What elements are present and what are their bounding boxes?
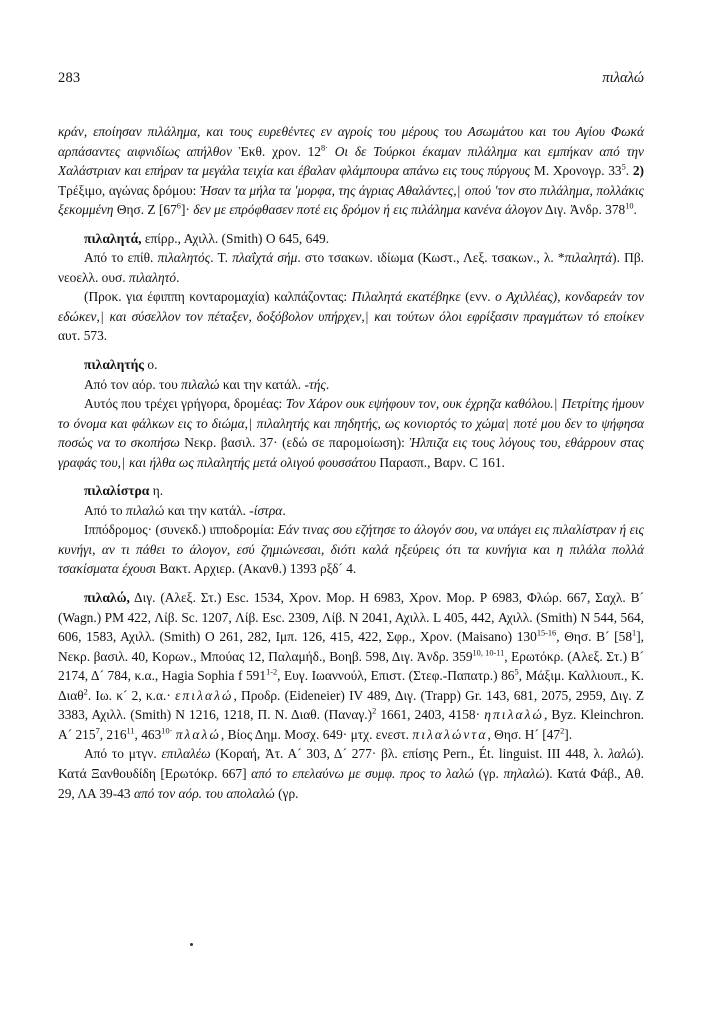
paragraph: πιλαλώ, Διγ. (Αλεξ. Στ.) Esc. 1534, Χρον. Μορ. Η 6983, Χρον. Μορ. Ρ 6983, Φλώρ. 667, Σαχλ. Β´ (Wagn.) PM 422, Λίβ. Sc. 1207, Λίβ. Esc. 2309, Λίβ. Ν 2041, Αχιλλ. L 405, 442, Αχιλλ. (Smith) Ν 544, 564, 606, 1583, Αχιλλ. (Smith) Ο 261, 282, Ιμπ. 126, 415, 422, Σφρ., Χρον. (Maisano) 130$^{15-16}$, Θησ. Β´ $[58^1]$, Νεκρ. βασιλ. 40, Κορων., Μπούας 12, Παλαμήδ., Βοηβ. 598, Διγ. Ἀνδρ. 359$^{10, 10-11}$, Ερωτόκρ. (Αλεξ. Στ.) Β´ 2174, Δ´ 784, κ.α., Hagia Sophia f 591$^{1-2}$, Ευγ. Ιωαννούλ, Επιστ. (Στεφ.-Παπατρ.) $86^5$, Μάξιμ. Καλλιουπ., Κ. Διαθ$^2$. Ιω. κ´ 2, κ.α.· επιλαλώ, Προδρ. (Eideneier) IV 489, Διγ. (Trapp) Gr. 143, 681, 2075, 2959, Διγ. Ζ 3383, Αχιλλ. (Smith) Ν 1216, 1218, Π. Ν. Διαθ. $(\Pi\alpha\nu\alpha\gamma.)^2$ 1661, 2403, 4158· ηπιλαλώ, Byz. Kleinchron. Α´ $215^7$, $216^{11}$, $463^{10\cdot}$ πλαλώ, Βίος Δημ. Μοσχ. 649· μτχ. ενεστ. πιλαλώντα, Θησ. Η´ $[47^2]$. bbox=[58, 590, 645, 742]
paragraph: Από τον αόρ. του πιλαλώ και την κατάλ. -τής. bbox=[84, 376, 330, 392]
paragraph: πιλαλητά, επίρρ., Αχιλλ. (Smith) Ο 645, 649. bbox=[84, 230, 330, 246]
page-header bbox=[58, 70, 644, 92]
paragraph: Από το πιλαλώ και την κατάλ. -ίστρα. bbox=[84, 502, 286, 518]
paragraph: πιλαλίστρα η. bbox=[84, 483, 164, 499]
paragraph: Από το μτγν. επιλαλέω (Κοραή, Ἀτ. Α´ 303, Δ´ 277· βλ. επίσης Pern., Ét. linguist. III 448, λ. λαλώ). Κατά Ξανθουδίδη [Ερωτόκρ. 667] από το επελαύνω με συμφ. προς το λαλώ (γρ. πηλαλώ). Κατά Φάβ., Αθ. 29, ΛΑ 39-43 από τον αόρ. του απολαλώ (γρ. bbox=[58, 746, 645, 801]
page-body bbox=[58, 122, 644, 803]
paragraph: Ιππόδρομος· (συνεκδ.) ιπποδρομία: Εάν τινας σου εζήτησε το άλογόν σου, να υπάγει εις πιλαλίστραν ή εις κυνήγι, αν τι πάθει το άλογον, εσύ ζημιώνεσαι, διότι καλά ηξεύρεις ότι τα κυνήγια και η πιλάλα πολλά τσακίσματα έχουσι Βακτ. Αρχιερ. (Ακανθ.) 1393 ρξδ´ 4. bbox=[58, 522, 644, 577]
paragraph: (Προκ. για έφιππη κονταρομαχία) καλπάζοντας: Πιλαλητά εκατέβηκε (ενν. ο Αχιλλέας), κονδαρεάν τον εδώκεν,| και σύσελλον τον πέταξεν, δοξόβολον υπήρχεν,| και τούτων όλοι εφρίξασιν πραγμάτων τό εποίκεν αυτ. 573. bbox=[58, 289, 645, 344]
dictionary-entry bbox=[58, 355, 644, 472]
paragraph: κράν, εποίησαν πιλάλημα, και τους ευρεθέντες εν αγροίς του μέρους του Ασωμάτου και του Αγίου Φωκά αρπάσαντες αιφνιδίως απήλθον Ἐκθ. χρον. $12^{8\cdot}$ Οι δε Τούρκοι έκαμαν πιλάλημα και εμπήκαν από την Χαλάστριαν και επήραν τα μεγάλα τειχία και έβαλαν φλάμπουρα απάνω εις τους πύργους Μ. Χρονογρ. $33^5$. 2) Τρέξιμο, αγώνας δρόμου: Ἠσαν τα μήλα τα ʹμορφα, της άγριας Αθαλάντες,| οπού ʹτον στο πιλάλημα, πολλάκις ξεκομμένη Θησ. Ζ $[67^6]\cdot \delta\varepsilon\nu$ με επρόφθασεν ποτέ εις δρόμον ή εις πιλάλημα κανένα άλογον Διγ. Ἀνδρ. $378^{10}$. bbox=[58, 124, 644, 218]
paragraph: Αυτός που τρέχει γρήγορα, δρομέας: Τον Χάρον ουκ εψήφουν τον, ουκ έχρηζα καθόλου.| Πετρίτης ήμουν το όνομα και φάλκων εις το διώμα,| πιλαλητής και πηδητής, ως κονιορτός το χώμα| ποτέ μου δεν το ψήφησα ποσώς να το σκοπήσω Νεκρ. βασιλ. 37· (εδώ σε παρομοίωση): Ἠλπιζα εις τους λόγους του, εθάρρουν στας γραφάς του,| και ήλθα ως πιλαλητής μετά ολιγού φουσσάτου Παρασπ., Βαρν. C 161. bbox=[58, 396, 644, 470]
running-head: πιλαλώ bbox=[602, 70, 644, 86]
page-number: 283 bbox=[58, 70, 81, 86]
dictionary-entry bbox=[58, 588, 644, 803]
ink-speck bbox=[190, 943, 193, 946]
paragraph: Από το επίθ. πιλαλητός. Τ. πλαΐχτά σήμ. στο τσακων. ιδίωμα (Κωστ., Λεξ. τσακων., λ. *πιλαλητά). Πβ. νεοελλ. ουσ. πιλαλητό. bbox=[58, 250, 644, 285]
dictionary-entry bbox=[58, 122, 644, 220]
dictionary-entry bbox=[58, 229, 644, 346]
dictionary-entry bbox=[58, 481, 644, 579]
paragraph: πιλαλητής ο. bbox=[84, 357, 158, 373]
